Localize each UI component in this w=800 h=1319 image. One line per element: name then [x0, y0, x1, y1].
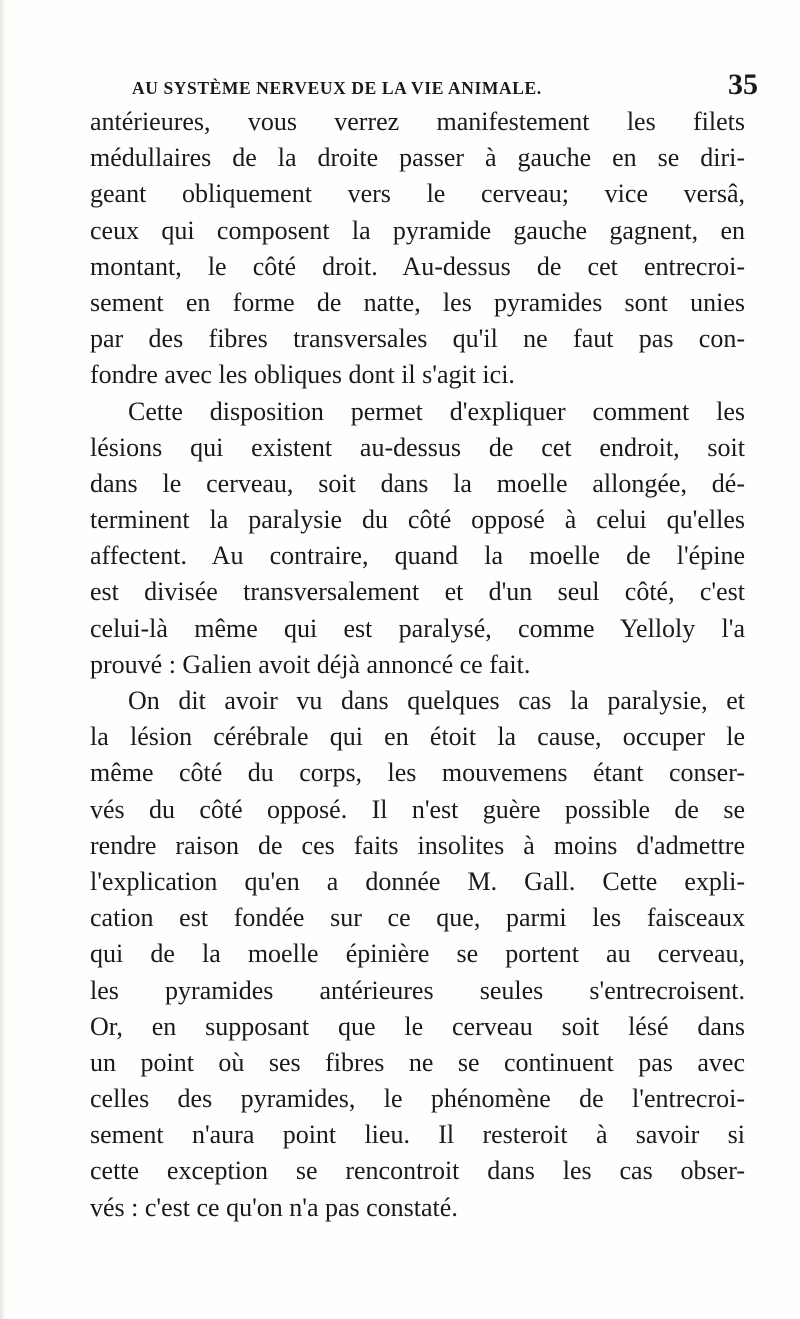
- text-line: terminent la paralysie du côté opposé à celui qu'elles: [90, 505, 745, 535]
- text-line: antérieures, vous verrez manifestement les filets: [90, 107, 745, 136]
- text-line: rendre raison de ces faits insolites à moins d'admettre: [90, 830, 745, 860]
- text-line: vés : c'est ce qu'on n'a pas constaté.: [90, 1192, 458, 1222]
- running-title: AU SYSTÈME NERVEUX DE LA VIE ANIMALE.: [132, 78, 542, 98]
- text-line: par des fibres transversales qu'il ne faut pas con-: [90, 324, 745, 354]
- text-line: montant, le côté droit. Au-dessus de cet entrecroi-: [90, 251, 745, 281]
- text-line: la lésion cérébrale qui en étoit la cause, occuper le: [90, 722, 745, 752]
- text-line: cette exception se rencontroit dans les cas obser-: [90, 1156, 745, 1186]
- body-text: [90, 104, 745, 1226]
- text-line: sement n'aura point lieu. Il resteroit à savoir si: [90, 1120, 745, 1150]
- text-line: Or, en supposant que le cerveau soit lésé dans: [90, 1011, 745, 1041]
- text-line: fondre avec les obliques dont il s'agit ici.: [90, 360, 515, 390]
- text-line: même côté du corps, les mouvemens étant conser-: [90, 758, 745, 788]
- text-line: sement en forme de natte, les pyramides sont unies: [90, 287, 745, 317]
- text-line: médullaires de la droite passer à gauche en se diri-: [90, 143, 745, 173]
- paragraph-start-line: Cette disposition permet d'expliquer comment les: [128, 396, 745, 426]
- text-line: les pyramides antérieures seules s'entrecroisent.: [90, 975, 745, 1005]
- text-line: qui de la moelle épinière se portent au cerveau,: [90, 939, 745, 969]
- text-line: vés du côté opposé. Il n'est guère possible de se: [90, 794, 745, 824]
- text-line: lésions qui existent au-dessus de cet endroit, soit: [90, 432, 745, 462]
- text-line: celui-là même qui est paralysé, comme Yelloly l'a: [90, 613, 745, 643]
- text-line: dans le cerveau, soit dans la moelle allongée, dé-: [90, 468, 745, 498]
- paragraph-start-line: On dit avoir vu dans quelques cas la paralysie, et: [128, 686, 745, 715]
- text-line: est divisée transversalement et d'un seul côté, c'est: [90, 577, 745, 607]
- text-line: geant obliquement vers le cerveau; vice versâ,: [90, 179, 745, 209]
- page-edge-shadow: [0, 0, 6, 1319]
- text-line: ceux qui composent la pyramide gauche gagnent, en: [90, 215, 745, 245]
- text-line: affectent. Au contraire, quand la moelle de l'épine: [90, 541, 745, 571]
- text-line: l'explication qu'en a donnée M. Gall. Cette expli-: [90, 866, 745, 896]
- page-number: 35: [728, 68, 758, 101]
- text-line: un point où ses fibres ne se continuent pas avec: [90, 1047, 745, 1077]
- text-line: prouvé : Galien avoit déjà annoncé ce fait.: [90, 649, 531, 679]
- text-line: cation est fondée sur ce que, parmi les faisceaux: [90, 903, 745, 933]
- text-line: celles des pyramides, le phénomène de l'entrecroi-: [90, 1084, 745, 1114]
